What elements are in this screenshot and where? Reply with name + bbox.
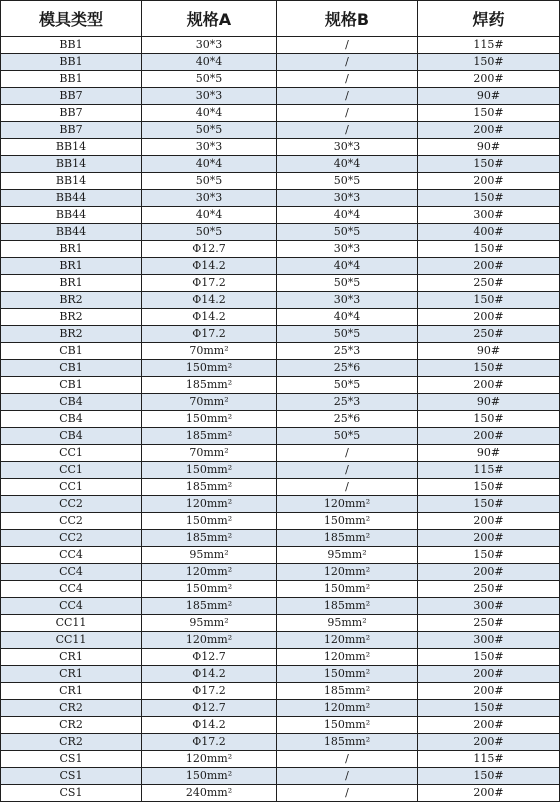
table-row [1, 717, 560, 734]
cell-mold-type: BB14 [1, 156, 142, 173]
cell-mold-type: CB1 [1, 343, 142, 360]
cell-spec-a: 95mm² [142, 615, 277, 632]
table-row [1, 173, 560, 190]
cell-spec-b: 30*3 [277, 139, 418, 156]
cell-flux: 200# [418, 513, 560, 530]
table-row [1, 71, 560, 88]
cell-spec-a: 150mm² [142, 360, 277, 377]
cell-flux: 200# [418, 683, 560, 700]
cell-mold-type: BB44 [1, 190, 142, 207]
cell-mold-type: CS1 [1, 785, 142, 802]
cell-spec-a: Φ12.7 [142, 700, 277, 717]
table-row [1, 649, 560, 666]
cell-flux: 115# [418, 462, 560, 479]
cell-mold-type: BR2 [1, 292, 142, 309]
cell-mold-type: BR2 [1, 309, 142, 326]
header-row [1, 1, 560, 37]
cell-flux: 150# [418, 479, 560, 496]
cell-mold-type: CC4 [1, 581, 142, 598]
cell-flux: 150# [418, 360, 560, 377]
table-row [1, 190, 560, 207]
cell-mold-type: CC1 [1, 479, 142, 496]
table-row [1, 564, 560, 581]
table-row [1, 88, 560, 105]
table-row [1, 105, 560, 122]
table-row [1, 258, 560, 275]
cell-spec-b: 50*5 [277, 326, 418, 343]
cell-spec-b: 185mm² [277, 734, 418, 751]
table-row [1, 666, 560, 683]
header-mold-type: 模具类型 [1, 1, 142, 37]
cell-spec-a: 240mm² [142, 785, 277, 802]
cell-spec-b: 40*4 [277, 258, 418, 275]
cell-mold-type: BB14 [1, 173, 142, 190]
cell-spec-a: 40*4 [142, 54, 277, 71]
cell-spec-a: 185mm² [142, 377, 277, 394]
cell-flux: 200# [418, 666, 560, 683]
cell-mold-type: CS1 [1, 768, 142, 785]
cell-spec-b: 50*5 [277, 173, 418, 190]
cell-spec-b: / [277, 122, 418, 139]
cell-spec-a: 50*5 [142, 224, 277, 241]
table-row [1, 360, 560, 377]
cell-flux: 150# [418, 411, 560, 428]
cell-spec-a: 30*3 [142, 190, 277, 207]
cell-flux: 150# [418, 700, 560, 717]
cell-mold-type: CC4 [1, 547, 142, 564]
table-row [1, 394, 560, 411]
cell-flux: 150# [418, 156, 560, 173]
cell-flux: 150# [418, 496, 560, 513]
cell-mold-type: BR1 [1, 241, 142, 258]
table-row [1, 156, 560, 173]
cell-spec-b: 120mm² [277, 496, 418, 513]
cell-spec-a: 150mm² [142, 768, 277, 785]
table-row [1, 785, 560, 802]
cell-spec-a: 185mm² [142, 428, 277, 445]
cell-spec-a: 120mm² [142, 632, 277, 649]
table-row [1, 377, 560, 394]
cell-spec-a: 30*3 [142, 88, 277, 105]
cell-flux: 200# [418, 734, 560, 751]
cell-spec-b: 185mm² [277, 683, 418, 700]
table-row [1, 683, 560, 700]
cell-spec-b: 120mm² [277, 632, 418, 649]
cell-flux: 150# [418, 241, 560, 258]
table-row [1, 700, 560, 717]
cell-flux: 300# [418, 598, 560, 615]
cell-spec-a: 185mm² [142, 530, 277, 547]
cell-spec-a: 120mm² [142, 564, 277, 581]
cell-flux: 150# [418, 292, 560, 309]
table-row [1, 309, 560, 326]
cell-mold-type: BB44 [1, 207, 142, 224]
table-row [1, 411, 560, 428]
cell-mold-type: CB1 [1, 360, 142, 377]
cell-mold-type: CC2 [1, 530, 142, 547]
cell-flux: 150# [418, 190, 560, 207]
cell-spec-b: / [277, 54, 418, 71]
cell-mold-type: BR2 [1, 326, 142, 343]
cell-flux: 115# [418, 37, 560, 54]
cell-spec-a: 30*3 [142, 139, 277, 156]
cell-spec-b: 30*3 [277, 190, 418, 207]
cell-spec-b: 50*5 [277, 275, 418, 292]
table-row [1, 479, 560, 496]
cell-mold-type: CR2 [1, 734, 142, 751]
table-row [1, 615, 560, 632]
cell-flux: 200# [418, 530, 560, 547]
cell-flux: 200# [418, 309, 560, 326]
cell-flux: 115# [418, 751, 560, 768]
header-spec-a: 规格A [142, 1, 277, 37]
cell-spec-a: 40*4 [142, 207, 277, 224]
cell-mold-type: CB4 [1, 411, 142, 428]
cell-flux: 200# [418, 785, 560, 802]
cell-spec-b: 25*6 [277, 411, 418, 428]
cell-spec-b: 50*5 [277, 224, 418, 241]
cell-spec-b: 30*3 [277, 292, 418, 309]
cell-spec-a: Φ17.2 [142, 326, 277, 343]
table-row [1, 496, 560, 513]
cell-spec-b: 95mm² [277, 547, 418, 564]
table-row [1, 513, 560, 530]
cell-spec-b: / [277, 479, 418, 496]
table-header [1, 1, 560, 37]
cell-spec-a: 40*4 [142, 105, 277, 122]
cell-flux: 90# [418, 343, 560, 360]
cell-spec-b: 120mm² [277, 564, 418, 581]
cell-spec-b: 185mm² [277, 598, 418, 615]
cell-spec-a: Φ17.2 [142, 683, 277, 700]
cell-spec-a: Φ14.2 [142, 717, 277, 734]
table-row [1, 241, 560, 258]
cell-mold-type: CR1 [1, 666, 142, 683]
cell-mold-type: CR2 [1, 700, 142, 717]
cell-spec-a: Φ14.2 [142, 309, 277, 326]
cell-spec-b: / [277, 88, 418, 105]
cell-mold-type: CC4 [1, 564, 142, 581]
table-row [1, 224, 560, 241]
cell-spec-b: 25*3 [277, 394, 418, 411]
table-row [1, 292, 560, 309]
cell-flux: 250# [418, 581, 560, 598]
cell-spec-a: 95mm² [142, 547, 277, 564]
cell-mold-type: CB1 [1, 377, 142, 394]
table-row [1, 598, 560, 615]
cell-spec-a: 50*5 [142, 173, 277, 190]
cell-spec-a: Φ12.7 [142, 649, 277, 666]
cell-spec-b: 95mm² [277, 615, 418, 632]
cell-mold-type: CR1 [1, 649, 142, 666]
cell-mold-type: BB44 [1, 224, 142, 241]
cell-mold-type: CC1 [1, 445, 142, 462]
cell-flux: 200# [418, 71, 560, 88]
cell-mold-type: BB7 [1, 105, 142, 122]
cell-spec-b: / [277, 71, 418, 88]
cell-mold-type: CC11 [1, 615, 142, 632]
cell-flux: 150# [418, 547, 560, 564]
cell-spec-b: / [277, 785, 418, 802]
cell-flux: 250# [418, 275, 560, 292]
cell-spec-b: 150mm² [277, 717, 418, 734]
cell-spec-b: 120mm² [277, 700, 418, 717]
header-flux: 焊药 [418, 1, 560, 37]
cell-spec-b: 120mm² [277, 649, 418, 666]
cell-mold-type: BR1 [1, 258, 142, 275]
table-row [1, 428, 560, 445]
cell-mold-type: CC2 [1, 513, 142, 530]
table-row [1, 54, 560, 71]
table-row [1, 751, 560, 768]
cell-spec-b: / [277, 768, 418, 785]
cell-spec-b: 150mm² [277, 666, 418, 683]
table-row [1, 632, 560, 649]
cell-mold-type: CB4 [1, 428, 142, 445]
cell-spec-b: 150mm² [277, 513, 418, 530]
cell-mold-type: BR1 [1, 275, 142, 292]
cell-flux: 300# [418, 207, 560, 224]
cell-flux: 200# [418, 173, 560, 190]
cell-mold-type: CC4 [1, 598, 142, 615]
cell-flux: 150# [418, 54, 560, 71]
cell-spec-a: 150mm² [142, 462, 277, 479]
cell-spec-a: 120mm² [142, 751, 277, 768]
cell-mold-type: BB1 [1, 71, 142, 88]
cell-flux: 300# [418, 632, 560, 649]
table-row [1, 530, 560, 547]
cell-mold-type: BB7 [1, 122, 142, 139]
cell-flux: 250# [418, 326, 560, 343]
cell-spec-a: 185mm² [142, 598, 277, 615]
cell-mold-type: CS1 [1, 751, 142, 768]
cell-mold-type: BB1 [1, 54, 142, 71]
table-row [1, 462, 560, 479]
cell-spec-a: Φ14.2 [142, 258, 277, 275]
table-row [1, 275, 560, 292]
cell-flux: 90# [418, 445, 560, 462]
table-row [1, 37, 560, 54]
table-row [1, 734, 560, 751]
table-row [1, 139, 560, 156]
cell-spec-b: 50*5 [277, 428, 418, 445]
cell-flux: 200# [418, 377, 560, 394]
cell-flux: 90# [418, 394, 560, 411]
cell-spec-b: / [277, 105, 418, 122]
table-row [1, 445, 560, 462]
cell-flux: 90# [418, 88, 560, 105]
cell-mold-type: CC1 [1, 462, 142, 479]
cell-flux: 200# [418, 564, 560, 581]
cell-spec-a: 150mm² [142, 513, 277, 530]
table-row [1, 547, 560, 564]
cell-spec-a: 70mm² [142, 343, 277, 360]
table-row [1, 581, 560, 598]
cell-spec-b: 30*3 [277, 241, 418, 258]
table-row [1, 768, 560, 785]
cell-spec-a: Φ17.2 [142, 275, 277, 292]
cell-flux: 150# [418, 649, 560, 666]
cell-flux: 250# [418, 615, 560, 632]
cell-spec-b: 25*6 [277, 360, 418, 377]
cell-spec-a: 150mm² [142, 581, 277, 598]
table-row [1, 207, 560, 224]
cell-mold-type: CC2 [1, 496, 142, 513]
cell-flux: 200# [418, 122, 560, 139]
cell-mold-type: BB1 [1, 37, 142, 54]
cell-mold-type: CB4 [1, 394, 142, 411]
cell-flux: 150# [418, 768, 560, 785]
cell-spec-a: 70mm² [142, 445, 277, 462]
header-spec-b: 规格B [277, 1, 418, 37]
cell-flux: 200# [418, 428, 560, 445]
cell-spec-b: 40*4 [277, 309, 418, 326]
cell-mold-type: BB7 [1, 88, 142, 105]
cell-spec-b: 150mm² [277, 581, 418, 598]
cell-spec-a: Φ14.2 [142, 292, 277, 309]
cell-spec-b: 185mm² [277, 530, 418, 547]
cell-flux: 90# [418, 139, 560, 156]
cell-spec-a: 30*3 [142, 37, 277, 54]
cell-spec-a: 50*5 [142, 122, 277, 139]
cell-flux: 200# [418, 258, 560, 275]
cell-spec-a: 150mm² [142, 411, 277, 428]
cell-spec-a: Φ14.2 [142, 666, 277, 683]
cell-flux: 150# [418, 105, 560, 122]
cell-spec-a: 120mm² [142, 496, 277, 513]
cell-flux: 400# [418, 224, 560, 241]
cell-spec-a: 70mm² [142, 394, 277, 411]
table-row [1, 122, 560, 139]
cell-spec-b: 25*3 [277, 343, 418, 360]
cell-spec-b: / [277, 462, 418, 479]
cell-mold-type: BB14 [1, 139, 142, 156]
table-body [1, 37, 560, 802]
table-row [1, 326, 560, 343]
cell-spec-a: 40*4 [142, 156, 277, 173]
cell-spec-b: 40*4 [277, 207, 418, 224]
table-row [1, 343, 560, 360]
cell-spec-b: / [277, 445, 418, 462]
cell-spec-b: 50*5 [277, 377, 418, 394]
cell-spec-b: / [277, 37, 418, 54]
cell-mold-type: CR1 [1, 683, 142, 700]
cell-spec-b: / [277, 751, 418, 768]
cell-spec-a: Φ17.2 [142, 734, 277, 751]
cell-spec-a: 185mm² [142, 479, 277, 496]
cell-spec-a: 50*5 [142, 71, 277, 88]
cell-mold-type: CC11 [1, 632, 142, 649]
cell-mold-type: CR2 [1, 717, 142, 734]
cell-flux: 200# [418, 717, 560, 734]
cell-spec-b: 40*4 [277, 156, 418, 173]
cell-spec-a: Φ12.7 [142, 241, 277, 258]
